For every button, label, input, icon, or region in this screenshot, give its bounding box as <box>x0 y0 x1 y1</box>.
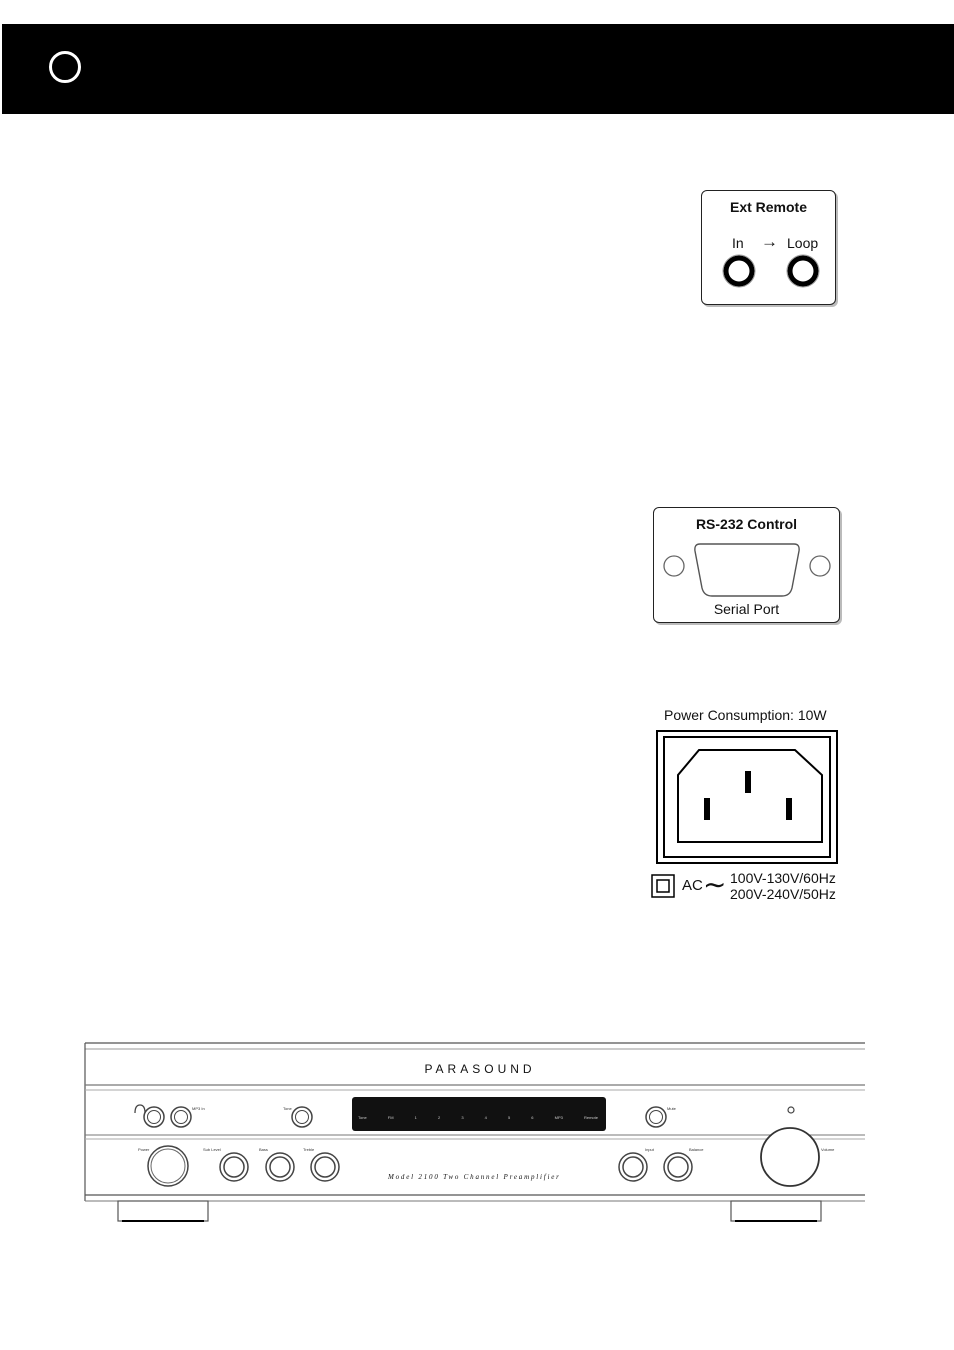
display-label: 2 <box>437 1114 441 1120</box>
neutral-pin-icon <box>786 798 792 820</box>
ext-remote-jacks <box>702 191 835 304</box>
ac-label: AC <box>682 877 703 894</box>
rs232-subtitle: Serial Port <box>713 601 780 617</box>
display-label: MP3 <box>554 1114 563 1120</box>
ext-remote-title: Ext Remote <box>729 199 808 215</box>
display-label: 1 <box>414 1114 417 1120</box>
display-label: 3 <box>461 1114 464 1120</box>
model-label: Model 2100 Two Channel Preamplifier <box>388 1173 561 1181</box>
ext-remote-loop-label: Loop <box>787 235 819 251</box>
display-label: 4 <box>484 1114 487 1120</box>
power-consumption-label: Power Consumption: 10W <box>664 707 827 723</box>
loop-jack-icon <box>790 258 816 284</box>
input-label: Input <box>645 1147 654 1152</box>
screw-left-icon <box>664 556 684 576</box>
voltage-line-1: 100V-130V/60Hz <box>730 870 836 886</box>
line-pin-icon <box>704 798 710 820</box>
sub-level-label: Sub Level <box>203 1147 221 1152</box>
treble-label: Treble <box>303 1147 315 1152</box>
headphone-icon <box>135 1105 145 1113</box>
display-label: 6 <box>531 1114 534 1120</box>
display-label: Remote <box>583 1114 598 1120</box>
bass-label: Bass <box>259 1147 268 1152</box>
power-button <box>148 1146 188 1186</box>
display-label: Tone <box>358 1114 367 1120</box>
volume-label: Volume <box>821 1147 835 1152</box>
ext-remote-in-label: In <box>732 235 744 251</box>
volume-knob <box>761 1128 819 1186</box>
screw-right-icon <box>810 556 830 576</box>
balance-label: Balance <box>689 1147 704 1152</box>
power-label: Power <box>138 1147 150 1152</box>
ir-sensor-icon <box>788 1107 794 1113</box>
iec-socket-icon <box>678 750 822 842</box>
ac-tilde-icon: ∼ <box>703 869 727 900</box>
earth-pin-icon <box>745 771 751 793</box>
in-jack-icon <box>726 258 752 284</box>
right-foot <box>731 1201 821 1221</box>
display-indicators <box>358 1113 598 1121</box>
rs232-panel <box>653 507 840 623</box>
rs232-title: RS-232 Control <box>695 516 798 532</box>
arrow-right-icon: → <box>761 232 778 251</box>
tone-label: Tone <box>283 1106 292 1111</box>
display-label: FM <box>387 1114 394 1120</box>
db9-connector-icon <box>695 544 799 596</box>
brand-logo: PARASOUND <box>424 1062 536 1076</box>
ext-remote-panel <box>701 190 836 305</box>
header-bar <box>2 24 954 114</box>
mute-label: Mute <box>667 1106 676 1111</box>
display-label: 5 <box>507 1114 511 1120</box>
mp3-in-label: MP3 In <box>192 1106 205 1111</box>
voltage-line-2: 200V-240V/50Hz <box>730 886 836 902</box>
circle-icon <box>49 51 81 83</box>
left-foot <box>118 1201 208 1221</box>
